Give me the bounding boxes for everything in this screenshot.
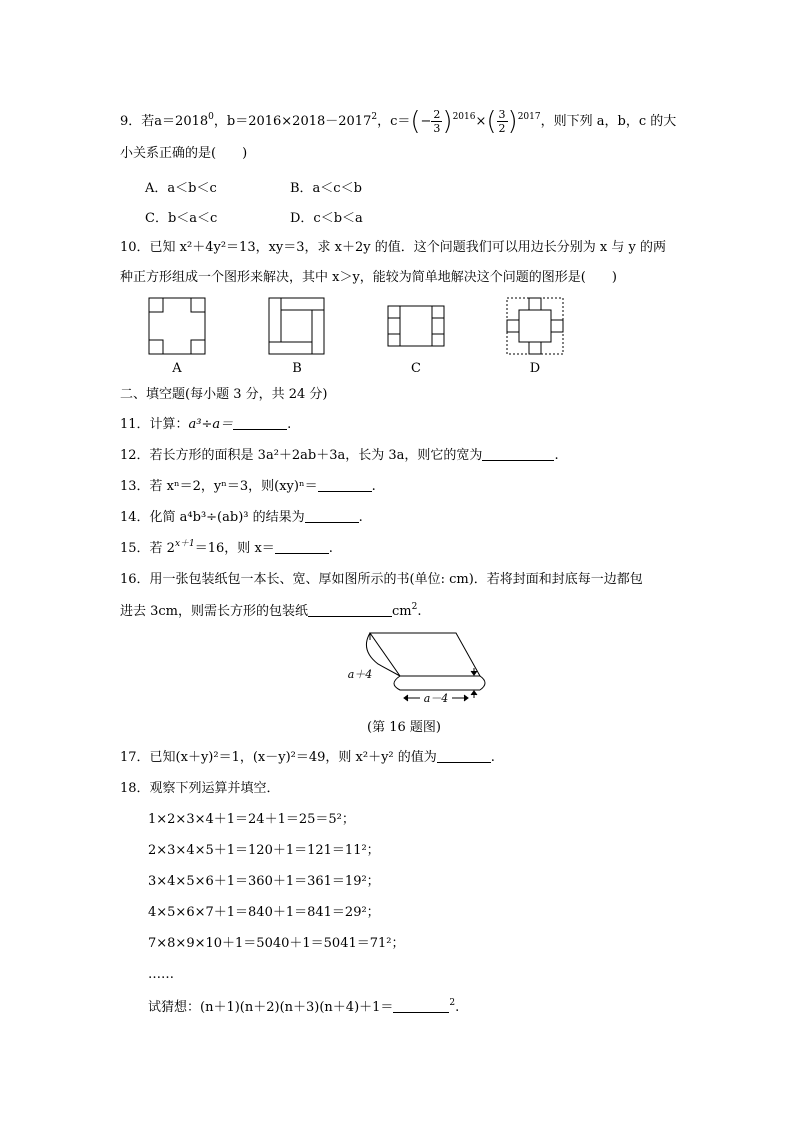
q18-row: 2×3×4×5＋1＝120＋1＝121＝11²； xyxy=(148,843,380,858)
section-heading: 二、填空题(每小题 3 分，共 24 分) xyxy=(120,387,328,402)
figure-d[interactable] xyxy=(507,298,563,354)
q10-line1: 10．已知 x²＋4y²＝13，xy＝3，求 x＋2y 的值．这个问题我们可以用边长分别为 x 与 y 的两 xyxy=(120,240,666,255)
q9-option-c[interactable]: C．b＜a＜c xyxy=(145,211,218,226)
answer-blank[interactable] xyxy=(482,447,554,461)
figure-label-b: B xyxy=(292,361,302,376)
fraction-2-3: $\frac{2}{3}$ xyxy=(433,108,441,135)
q18-ellipsis: …… xyxy=(148,967,174,982)
answer-blank[interactable] xyxy=(437,749,491,763)
q16-line1: 16．用一张包装纸包一本长、宽、厚如图所示的书(单位: cm)．若将封面和封底每一边都包 xyxy=(120,572,643,587)
q9-a-def: a＝2018 xyxy=(154,114,209,129)
figure-c[interactable] xyxy=(388,306,444,346)
q10-figures xyxy=(140,292,580,378)
q9-c-def: ，c＝ xyxy=(377,114,411,129)
figure-label-d: D xyxy=(529,361,541,376)
answer-blank[interactable] xyxy=(233,416,287,430)
q15: 15．若 $2^{x+1}=16$，则 x＝ . xyxy=(120,539,333,556)
q9-option-a[interactable]: A．a＜b＜c xyxy=(145,181,217,196)
figure-b[interactable] xyxy=(269,298,324,354)
right-paren: ) xyxy=(507,106,518,137)
answer-blank[interactable] xyxy=(275,540,329,554)
left-paren: ( xyxy=(486,106,497,137)
q18-row: 1×2×3×4＋1＝24＋1＝25＝5²； xyxy=(148,812,355,827)
q12: 12．若长方形的面积是 3a²＋2ab＋3a，长为 3a，则它的宽为 . xyxy=(120,448,559,463)
left-paren: ( xyxy=(410,106,421,137)
answer-blank[interactable] xyxy=(393,999,449,1013)
right-paren: ) xyxy=(442,106,453,137)
q18-row: 4×5×6×7＋1＝840＋1＝841＝29²； xyxy=(148,905,380,920)
q9-line1: 9．若$a=2018^0$，$b=2016\times 2018-2017^2$，c＝(− $\frac{2}{3}$ )$^{2016}$×( $\frac{3}{2}$ )$^{2017}$，则下列 a，b，c 的大 xyxy=(120,106,677,137)
book-figure xyxy=(340,628,490,706)
figure-label-c: C xyxy=(411,361,421,376)
figure-label-a: A xyxy=(172,361,182,376)
q18-title: 18．观察下列运算并填空． xyxy=(120,781,280,796)
label-a-plus-4: a＋4 xyxy=(347,668,373,681)
q16-line2: 进去 3cm，则需长方形的包装纸 $cm^2$. xyxy=(120,602,422,619)
q13: 13．若 xⁿ＝2，yⁿ＝3，则(xy)ⁿ＝ . xyxy=(120,479,376,494)
answer-blank[interactable] xyxy=(308,603,392,617)
q9-option-b[interactable]: B．a＜c＜b xyxy=(290,181,362,196)
figure-a[interactable] xyxy=(149,298,205,354)
q17: 17．已知(x＋y)²＝1，(x－y)²＝49，则 x²＋y² 的值为 . xyxy=(120,750,495,765)
label-a-minus-4: a－4 xyxy=(423,692,449,705)
q9-number: 9． xyxy=(120,114,142,129)
q9-line2: 小关系正确的是( ) xyxy=(120,146,248,161)
q14: 14．化简 a⁴b³÷(ab)³ 的结果为 . xyxy=(120,510,363,525)
q18-row: 3×4×5×6＋1＝360＋1＝361＝19²； xyxy=(148,874,380,889)
q9-option-d[interactable]: D．c＜b＜a xyxy=(290,211,363,226)
q10-line2: 种正方形组成一个图形来解决，其中 x＞y，能较为简单地解决这个问题的图形是( ) xyxy=(120,270,617,285)
q18-row: 7×8×9×10＋1＝5040＋1＝5041＝71²； xyxy=(148,936,405,951)
figure-caption: (第 16 题图) xyxy=(367,720,441,735)
answer-blank[interactable] xyxy=(318,478,372,492)
q9-b-def: ，b＝2016×2018－2017 xyxy=(213,114,372,129)
answer-blank[interactable] xyxy=(305,509,359,523)
fraction-3-2: $\frac{3}{2}$ xyxy=(498,108,506,135)
q11: 11．计算：a³÷a＝ . xyxy=(120,417,292,432)
q18-guess: 试猜想：(n＋1)(n＋2)(n＋3)(n＋4)＋1＝ $^2$. xyxy=(148,998,460,1015)
